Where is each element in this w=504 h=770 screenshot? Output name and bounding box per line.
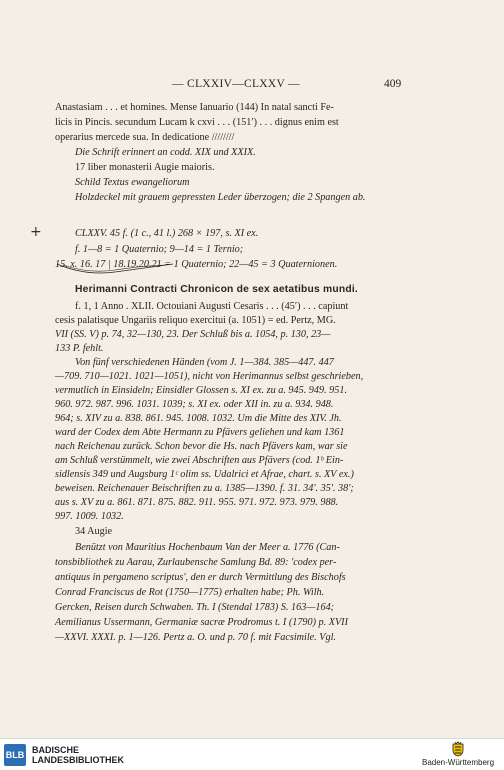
text-line: Anastasiam . . . et homines. Mense Ianuario (144) In natal sancti Fe- [55,102,334,113]
text-line: —709. 710—1021. 1021—1051), nicht von Herimannus selbst geschrieben, [55,371,364,382]
codex-description-line: CLXXV. 45 f. (1 c., 41 l.) 268 × 197, s. XI ex. [75,228,259,239]
text-line: 960. 972. 987. 996. 1031. 1039; s. XI ex. oder XII in. zu a. 934. 948. [55,399,334,410]
running-title: — CLXXIV—CLXXV — [172,78,300,90]
baden-wuerttemberg-badge [418,741,498,769]
text-line: beweisen. Reichenauer Beischriften zu a. 1385—1390. f. 31. 34ʹ. 35ʹ. 38ʹ; [55,483,354,494]
text-line: VII (SS. V) p. 74, 32—130, 23. Der Schluß bis a. 1054, p. 130, 23— [55,329,331,340]
text-line: f. 1, 1 Anno . XLII. Octouiani Augusti Cesaris . . . (45ʹ) . . . capiunt [75,301,349,312]
text-line: 133 P. fehlt. [55,343,104,354]
text-line: sidlensis 349 und Augsburg 1ᶜ olim ss. Udalrici et Afrae, chart. s. XV ex.) [55,469,354,480]
text-line: operarius mercede sua. In dedicatione //////// [55,132,235,143]
collation-line: f. 1—8 = 1 Quaternio; 9—14 = 1 Ternio; [75,244,244,255]
collation-brace-drawing [55,262,175,278]
text-line: Holzdeckel mit grauem gepressten Leder überzogen; die 2 Spangen ab. [75,192,366,203]
coat-of-arms-icon [451,741,465,757]
text-line: ward der Codex dem Abte Hermann zu Pfävers geliehen und kam 1361 [55,427,345,438]
page-number: 409 [384,78,402,90]
text-line: Aemilianus Ussermann, Germaniæ sacræ Prodromus t. I (1790) p. XVII [55,617,348,628]
library-name [32,745,124,765]
library-name-line1: BADISCHE [32,745,80,755]
collation-line: 15. x. 16. 17 | 18.19.20.21 = 1 Quaternio; 22—45 = 3 Quaternionen. [55,259,338,270]
text-line: Gercken, Reisen durch Schwaben. Th. I (Stendal 1783) S. 163—164; [55,602,335,613]
text-line: 17 liber monasterii Augie maioris. [75,162,215,173]
text-line: 964; s. XIV zu a. 838. 861. 945. 1008. 1032. Um die Mitte des XIV. Jh. [55,413,342,424]
text-line: am Schluß verstümmelt, wie zwei Abschriften aus Pfävers (cod. 1ᵇ Ein- [55,455,344,466]
text-line: nach Reichenau zurück. Schon bevor die Hs. nach Pfävers kam, war sie [55,441,348,452]
library-name-line2: LANDESBIBLIOTHEK [32,755,124,765]
blb-logo[interactable]: BLB [4,744,26,766]
margin-plus-mark: + [30,224,42,240]
text-line: aus s. XV zu a. 861. 871. 875. 882. 911. 955. 971. 972. 973. 979. 988. [55,497,339,508]
text-line: antiquus in pergameno scriptus', den er durch Vermittlung des Bischofs [55,572,346,583]
text-line: cesis palatisque Ungariis reliquo exercitui (a. 1051) = ed. Pertz, MG. [55,315,336,326]
running-header [0,78,504,94]
text-line: 34 Augie [75,526,113,537]
viewer-footer [0,738,504,770]
text-line: Von fünf verschiedenen Händen (vom J. 1—384. 385—447. 447 [75,357,334,368]
text-line: tonsbibliothek zu Aarau, Zurlaubensche Samlung Bd. 89: 'codex per- [55,557,337,568]
text-line: Conrad Franciscus de Rot (1750—1775) erhalten habe; Ph. Wilh. [55,587,325,598]
text-line: Benützt von Mauritius Hochenbaum Van der Meer a. 1776 (Can- [75,542,340,553]
section-heading: Herimanni Contracti Chronicon de sex aetatibus mundi. [75,284,358,295]
text-line: —XXVI. XXXI. p. 1—126. Pertz a. O. und p. 70 f. mit Facsimile. Vgl. [55,632,336,643]
text-line: licis in Pincis. secundum Lucam k cxvi . . . (151ʹ) . . . dignus enim est [55,117,339,128]
text-line: vermutlich in Einsideln; Einsidler Glossen s. XI ex. zu a. 945. 949. 951. [55,385,348,396]
state-name: Baden-Württemberg [421,758,495,767]
text-line: 997. 1009. 1032. [55,511,124,522]
text-line: Schild Textus ewangeliorum [75,177,190,188]
text-line: Die Schrift erinnert an codd. XIX und XXIX. [75,147,256,158]
